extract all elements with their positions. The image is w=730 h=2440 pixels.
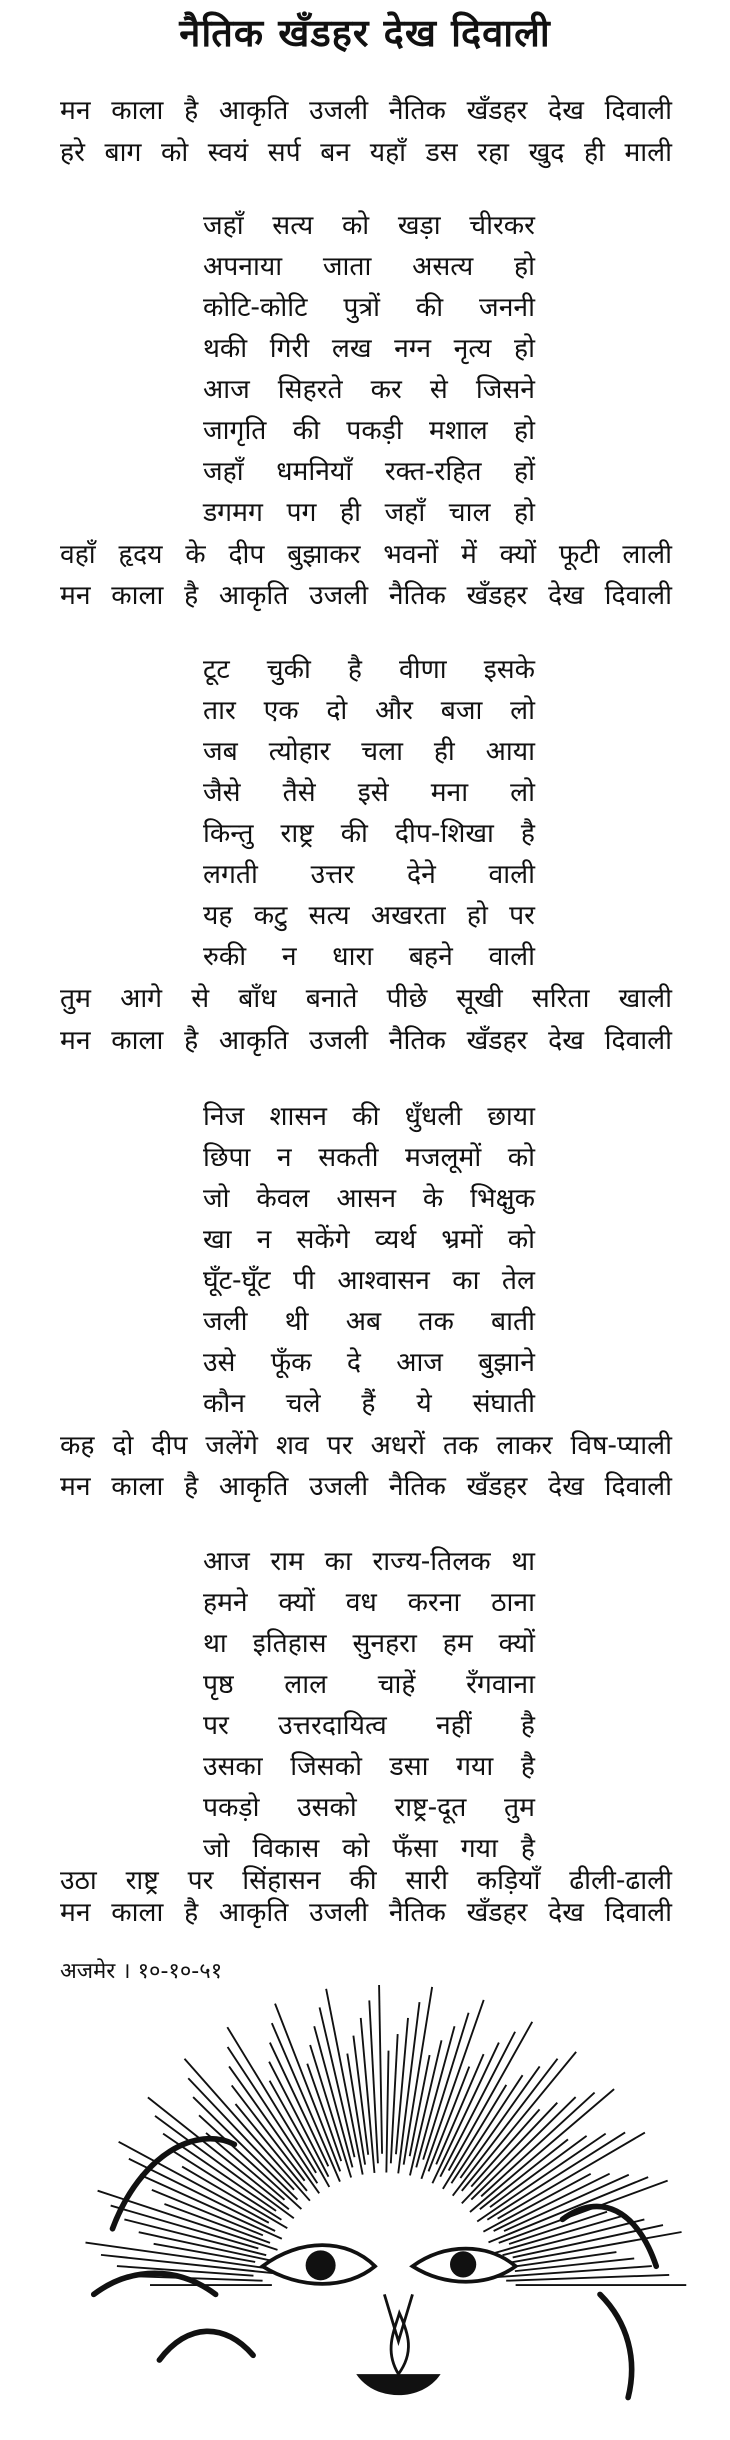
couplet-line: तुम आगे से बाँध बनाते पीछे सूखी सरिता खाली [60, 983, 672, 1014]
eye-icon [263, 2245, 516, 2284]
verse-line: आज राम का राज्य-तिलक था [203, 1546, 535, 1577]
verse-line: जहाँ धमनियाँ रक्त-रहित हों [203, 456, 535, 487]
verse-line: था इतिहास सुनहरा हम क्यों [203, 1628, 535, 1659]
verse-line: पृष्ठ लाल चाहें रँगवाना [203, 1669, 535, 1700]
verse-line: खा न सकेंगे व्यर्थ भ्रमों को [203, 1224, 535, 1255]
verse-line: जैसे तैसे इसे मना लो [203, 777, 535, 808]
verse-line: रुकी न धारा बहने वाली [203, 941, 535, 972]
couplet-line: कह दो दीप जलेंगे शव पर अधरों तक लाकर विष-प्याली [60, 1430, 672, 1461]
verse-line: हमने क्यों वध करना ठाना [203, 1587, 535, 1618]
verse-line: निज शासन की धुँधली छाया [203, 1101, 535, 1132]
rays-icon [86, 1985, 687, 2285]
sun-face-illustration [55, 1985, 695, 2435]
verse-line: जागृति की पकड़ी मशाल हो [203, 415, 535, 446]
verse-line: जहाँ सत्य को खड़ा चीरकर [203, 210, 535, 241]
verse-line: छिपा न सकती मजलूमों को [203, 1142, 535, 1173]
intro-line: हरे बाग को स्वयं सर्प बन यहाँ डस रहा खुद ही माली [60, 137, 672, 168]
verse-line: जो केवल आसन के भिक्षुक [203, 1183, 535, 1214]
verse-line: जो विकास को फँसा गया है [203, 1833, 535, 1864]
refrain-line: मन काला है आकृति उजली नैतिक खँडहर देख दिवाली [60, 1897, 672, 1928]
verse-line: कोटि-कोटि पुत्रों की जननी [203, 292, 535, 323]
couplet-line: वहाँ हृदय के दीप बुझाकर भवनों में क्यों फूटी लाली [60, 539, 672, 570]
verse-line: पकड़ो उसको राष्ट्र-दूत तुम [203, 1792, 535, 1823]
verse-line: किन्तु राष्ट्र की दीप-शिखा है [203, 818, 535, 849]
lamp-icon [356, 2313, 440, 2395]
verse-line: तार एक दो और बजा लो [203, 695, 535, 726]
verse-line: उसे फूँक दे आज बुझाने [203, 1347, 535, 1378]
place-date: अजमेर । १०-१०-५१ [60, 1959, 223, 1984]
couplet-line: उठा राष्ट्र पर सिंहासन की सारी कड़ियाँ ढीली-ढाली [60, 1865, 672, 1896]
verse-line: उसका जिसको डसा गया है [203, 1751, 535, 1782]
verse-line: आज सिहरते कर से जिसने [203, 374, 535, 405]
verse-line: लगती उत्तर देने वाली [203, 859, 535, 890]
verse-line: अपनाया जाता असत्य हो [203, 251, 535, 282]
refrain-line: मन काला है आकृति उजली नैतिक खँडहर देख दिवाली [60, 580, 672, 611]
verse-line: जली थी अब तक बाती [203, 1306, 535, 1337]
verse-line: थकी गिरी लख नग्न नृत्य हो [203, 333, 535, 364]
refrain-line: मन काला है आकृति उजली नैतिक खँडहर देख दिवाली [60, 1025, 672, 1056]
verse-line: डगमग पग ही जहाँ चाल हो [203, 497, 535, 528]
verse-line: जब त्योहार चला ही आया [203, 736, 535, 767]
verse-line: यह कटु सत्य अखरता हो पर [203, 900, 535, 931]
poem-title: नैतिक खँडहर देख दिवाली [179, 11, 551, 55]
verse-line: घूँट-घूँट पी आश्वासन का तेल [203, 1265, 535, 1296]
intro-line: मन काला है आकृति उजली नैतिक खँडहर देख दिवाली [60, 95, 672, 126]
verse-line: कौन चले हैं ये संघाती [203, 1388, 535, 1419]
verse-line: टूट चुकी है वीणा इसके [203, 654, 535, 685]
verse-line: पर उत्तरदायित्व नहीं है [203, 1710, 535, 1741]
refrain-line: मन काला है आकृति उजली नैतिक खँडहर देख दिवाली [60, 1471, 672, 1502]
